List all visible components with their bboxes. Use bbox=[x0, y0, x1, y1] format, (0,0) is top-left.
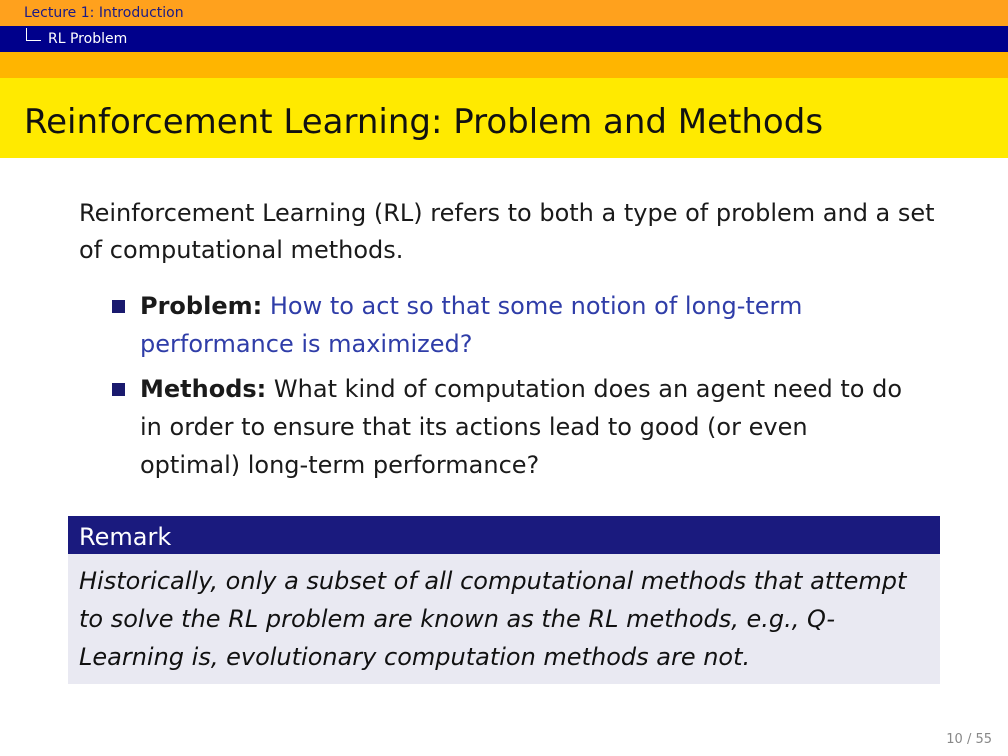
page-number: 10 / 55 bbox=[946, 732, 992, 747]
intro-paragraph: Reinforcement Learning (RL) refers to both a type of problem and a set of computational methods. bbox=[79, 199, 935, 264]
remark-title: Remark bbox=[68, 516, 940, 554]
bullet-square-icon bbox=[112, 300, 125, 313]
section-title: RL Problem bbox=[48, 31, 128, 47]
header-band bbox=[0, 52, 1008, 78]
lecture-title: Lecture 1: Introduction bbox=[24, 5, 184, 21]
bullet-methods bbox=[112, 370, 912, 484]
bullet-square-icon bbox=[112, 383, 125, 396]
bullet-problem bbox=[112, 287, 912, 363]
lecture-header bbox=[0, 0, 1008, 26]
bullet-text: How to act so that some notion of long-term performance is maximized? bbox=[140, 292, 803, 358]
bullet-text: What kind of computation does an agent need to do in order to ensure that its actions lead to good (or even optimal) long-term performance? bbox=[140, 375, 902, 479]
title-bar bbox=[0, 78, 1008, 158]
bullet-list bbox=[112, 287, 912, 491]
remark-body: Historically, only a subset of all computational methods that attempt to solve the RL problem are known as the RL methods, e.g., Q-Learning is, evolutionary computation methods are not. bbox=[79, 567, 907, 671]
bullet-label: Problem: bbox=[140, 292, 263, 320]
tree-connector-icon bbox=[26, 28, 41, 41]
section-header bbox=[0, 26, 1008, 52]
slide-title: Reinforcement Learning: Problem and Methods bbox=[24, 102, 824, 142]
remark-block bbox=[68, 516, 940, 684]
bullet-label: Methods: bbox=[140, 375, 267, 403]
